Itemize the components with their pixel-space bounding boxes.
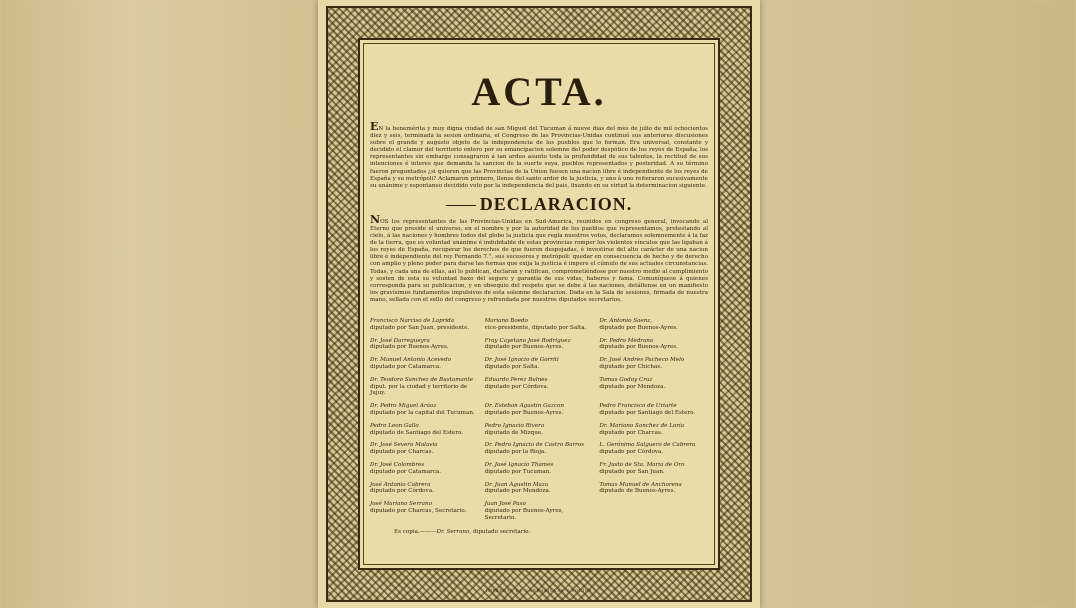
signatory-name: Mariano Boedo [484, 317, 529, 324]
signatory-name: José Mariano Serrano [370, 501, 432, 508]
signatory-name: Dr. Esteban Agustin Gazcon [484, 403, 564, 410]
signatory-name: Fr. Justo de Sta. Maria de Oro [599, 461, 685, 468]
signatory-name: Dr. Manuel Antonio Acevedo [370, 357, 451, 364]
document-sheet [318, 0, 760, 608]
signature-block [370, 423, 479, 437]
blurred-background-left [0, 0, 318, 608]
signatures-grid [370, 318, 708, 522]
signatory-name: Pedro Leon Gallo [370, 422, 419, 429]
signatory-role: diputado por Charcas. [370, 449, 434, 456]
signature-block [485, 462, 594, 476]
signatory-role: diput. por la ciudad y territorio de Jujuy. [370, 383, 468, 397]
document-content [370, 48, 708, 562]
signatory-role: diputado por Mendoza. [599, 383, 666, 390]
signatory-role: diputado por la Rioja. [484, 449, 547, 456]
signatory-name: Dr. Pedro Ignacio de Castro Barros [484, 442, 585, 449]
declaration-heading: DECLARACION. [370, 195, 708, 213]
signatory-name: Dr. José Severo Malavia [370, 442, 438, 449]
signature-block [599, 482, 708, 496]
signatory-name: Dr. José Colombres [370, 461, 425, 468]
signature-block [485, 482, 594, 496]
signatory-role: diputado por Charcas, Secretario. [370, 507, 467, 514]
signatory-name: Dr. José Darregueyra [370, 337, 430, 344]
signatory-name: Dr. Juan Agustin Maza [484, 481, 549, 488]
signatory-role: diputado por Buenos-Ayres. [484, 344, 564, 351]
signatory-role: diputado por Santiago del Estero. [599, 409, 696, 416]
signatory-name: Tomas Manuel de Anchorena [599, 481, 682, 488]
signature-block [485, 501, 594, 521]
signatory-name: Dr. Mariano Sanchez de Loria [599, 422, 685, 429]
signature-block [599, 377, 708, 397]
signatory-role: diputado por Córdova. [370, 488, 434, 495]
signatory-name: Francisco Narciso de Laprida [370, 317, 455, 324]
signatory-role: diputado por Catamarca. [370, 468, 442, 475]
signatory-role: diputado por San Juan, presidente. [370, 324, 470, 331]
signatory-role: diputado por Tucuman. [484, 468, 552, 475]
signatory-role: diputado por Buenos-Ayres. [484, 409, 564, 416]
intro-initial: E [370, 120, 379, 133]
imprint-line: IMPRENTA DE GANDARILLAS Y SOCIOS [485, 588, 593, 593]
signatory-role: diputado por Mendoza. [484, 488, 551, 495]
signature-block [370, 482, 479, 496]
signature-block [485, 442, 594, 456]
signatory-name: Tomas Godoy Cruz [599, 376, 653, 383]
signatory-role: diputado por Chichas. [599, 363, 662, 370]
signatory-name: Dr. Pedro Medrano [599, 337, 654, 344]
signatory-role: diputado por Buenos-Ayres. [370, 344, 449, 351]
signature-block [485, 338, 594, 352]
signatory-role: diputado por San Juan. [599, 468, 665, 475]
signatory-role: diputado por Córdova. [484, 383, 549, 390]
signature-block [370, 442, 479, 456]
signatory-role: diputado por Catamarca. [370, 363, 442, 370]
signature-block [370, 377, 479, 397]
signature-block [599, 357, 708, 371]
signature-block [599, 403, 708, 417]
signature-block [485, 377, 594, 397]
declaration-paragraph [370, 212, 708, 304]
declaration-text: OS los representantes de las Provincias-Unidas en Sud-America, reunidos en congreso general, invocando al Eterno que preside el universo, en el nombre y por la autoridad de los pueblos que representamos, protestando al cielo, á las naciones y hombres todos del globo la justicia que regla nuestros votos, declaramos solemnemente á la faz de la tierra, que es voluntad unánime é indubitable de estas provincias romper los violentos vínculos que las ligaban á los reyes de España, recuperar los derechos de que fueron despojadas, é investirse del alto carácter de una nacion libre é independiente del rey Fernando 7.°, sus sucesores y metrópoli: quedar en consecuencia de hecho y de derecho con amplio y pleno poder para darse las formas que exija la justicia é impere el cúmulo de sus actuales circunstancias. Todas, y cada una de ellas, asi lo publican, declaran y ratifican, comprometiéndose por nuestro medio al cumplimiento y sosten de esta su voluntad baxo del seguro y garantía de sus vidas, haberes y fama. Comuníquese á quienes corresponda para su publicacion, y en obsequio del respeto que se debe á las naciones, detállense en un manifiesto los gravísimos fundamentos impulsivos de esta solemne declaracion. Dada en la Sala de sesiones, firmada de nuestra mano, sellada con el sello del congreso y refrendada por nuestros diputados secretarios. [370, 218, 708, 303]
signature-block [370, 338, 479, 352]
signatory-role: diputado por Buenos-Ayres, Secretario. [484, 507, 564, 521]
signature-block [599, 423, 708, 437]
signatory-role: diputado de Buenos-Ayres. [599, 488, 676, 495]
signatory-name: L. Gerónimo Salguero de Cabrera [599, 442, 696, 449]
signatory-name: Dr. José Ignacio de Gorriti [484, 357, 559, 364]
signatory-role: diputado de Santiago del Estero. [370, 429, 464, 436]
signature-block [599, 338, 708, 352]
declaration-initial: N [370, 212, 381, 226]
signature-block [599, 318, 708, 332]
signatory-name: Eduardo Perez Bulnes [484, 376, 548, 383]
signatory-name: José Antonio Cabrera [370, 481, 431, 488]
signatory-role: diputado por la capital del Tucuman. [370, 409, 475, 416]
signatory-name: Dr. Teodoro Sanchez de Bustamante [370, 376, 474, 383]
signatory-name: Dr. Pedro Miguel Aráoz [370, 403, 437, 410]
document-title: ACTA. [471, 69, 607, 114]
ornamental-border [326, 6, 752, 602]
attestation-prefix: Es copia.——— [394, 528, 437, 535]
signatory-role: diputado por Córdova. [599, 449, 664, 456]
signatory-role: vice-presidente, diputado por Salta. [484, 324, 587, 331]
signatory-name: Dr. José Ignacio Thames [484, 461, 554, 468]
attestation [370, 529, 708, 535]
attestation-name: Dr. Serrano [436, 528, 470, 535]
signatory-role: diputado por Buenos-Ayres. [599, 344, 678, 351]
document-body [358, 38, 720, 570]
signature-block [370, 357, 479, 371]
signatory-name: Juan José Paso [484, 501, 526, 508]
intro-text: N la benemérita y muy digna ciudad de san Miguel del Tucuman á nueve dias del mes de julio de mil ochocientos diez y seis, terminada la sesion ordinaria, el Congreso de las Provincias-Unidas continuó sus anteriores discusiones sobre el grande y augusto objeto de la independencia de los pueblos que lo forman. Era universal, constante y decidido el clamor del territorio entero por su emancipacion solemne del poder despótico de los reyes de España; los representantes sin embargo consagraron á tan arduo asunto toda la profundidad de sus talentos, la rectitud de sus intenciones é interes que demanda la sancion de la suerte suya, pueblos representados y posteridad. A su término fueron preguntados ¿si quieren que las Provincias de la Union fuesen una nacion libre é independiente de los reyes de España y su metrópoli? Aclamaron primero, llenos del santo ardor de la justicia, y uno á uno reiteraron sucesivamente su unánime y espontaneo decidido voto por la independencia del pais, fixando en su virtud la determinacion siguiente. [370, 126, 708, 189]
signature-block [370, 501, 479, 521]
intro-paragraph [370, 120, 708, 190]
signature-block [599, 462, 708, 476]
signature-block [485, 423, 594, 437]
attestation-suffix: , diputado secretario. [469, 528, 531, 535]
signatory-name: Pedro Francisco de Uriarte [599, 403, 677, 410]
signature-block [485, 318, 594, 332]
blurred-background-right [760, 0, 1076, 608]
signature-block [370, 318, 479, 332]
signature-block [370, 403, 479, 417]
signatory-name: Dr. Antonio Saenz, [599, 317, 653, 324]
signatory-role: diputado de Mizque. [484, 429, 543, 436]
signatory-role: diputado por Salta. [484, 363, 540, 370]
signatory-name: Pedro Ignacio Rivera [484, 422, 545, 429]
signatory-name: Fray Cayetano José Rodriguez [484, 337, 571, 344]
signature-block [599, 442, 708, 456]
signature-block [485, 403, 594, 417]
declaration-heading-wrap [370, 195, 708, 213]
signatory-role: diputado por Buenos-Ayres. [599, 324, 678, 331]
signatory-name: Dr. José Andres Pacheco Melo [599, 357, 685, 364]
signature-block [370, 462, 479, 476]
signatory-role: diputado por Charcas. [599, 429, 663, 436]
signature-block [485, 357, 594, 371]
